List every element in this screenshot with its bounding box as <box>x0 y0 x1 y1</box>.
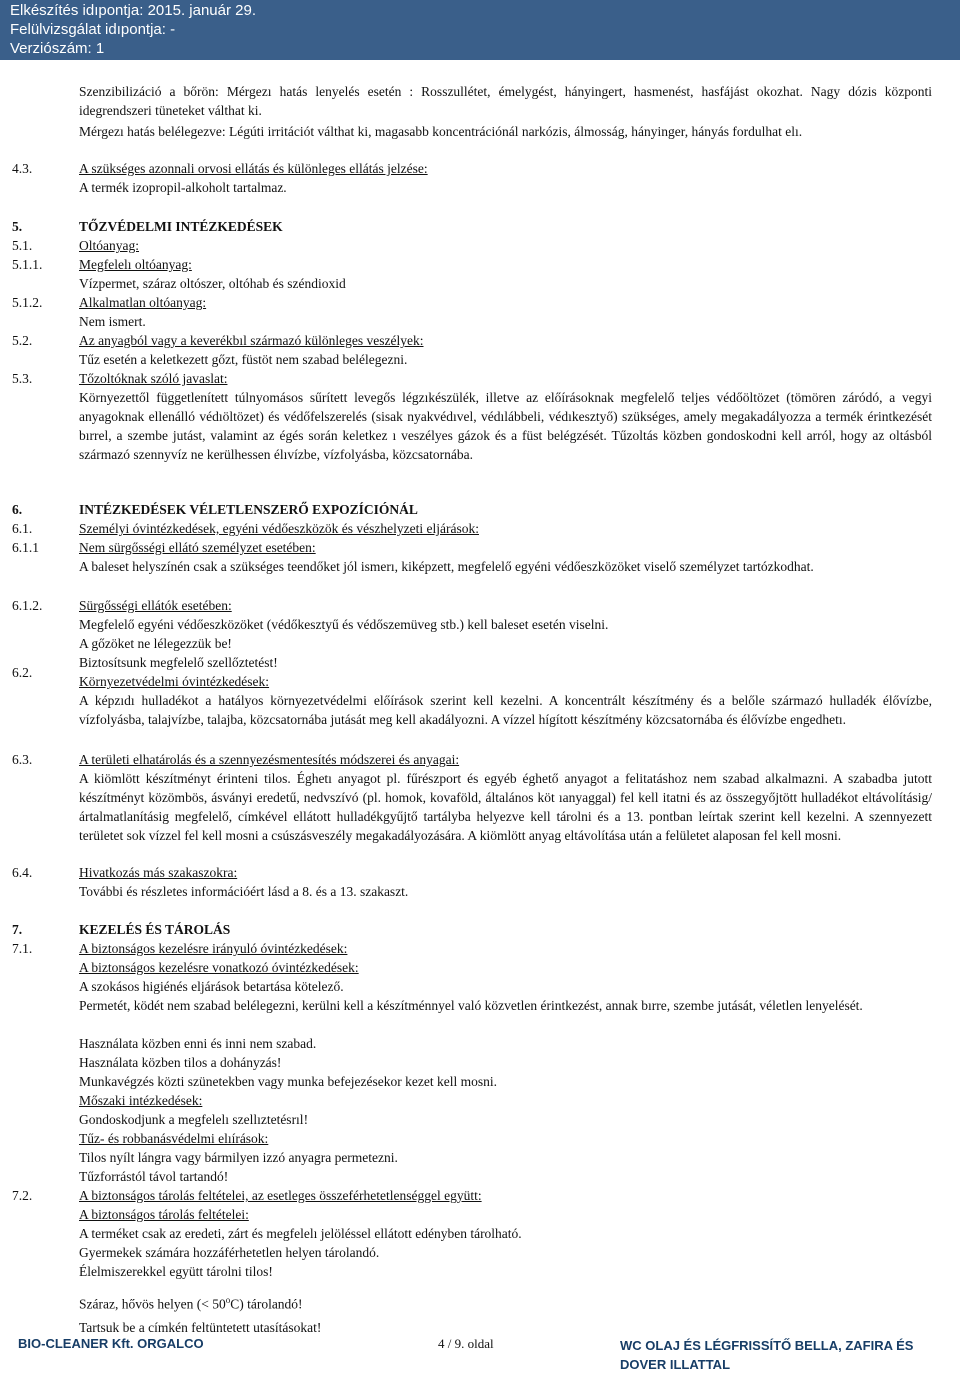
section-text: A baleset helyszínén csak a szükséges teendőket jól ismerı, kiképzett, megfelelő egyéni védőeszközöket viselő személyzet tartózkodhat. <box>79 559 814 574</box>
section-line: Tűzforrástól távol tartandó! <box>79 1169 229 1184</box>
storage-temperature-text: Száraz, hővös helyen (< 50 <box>79 1296 226 1312</box>
document-header <box>0 0 960 60</box>
section-title: Oltóanyag: <box>79 238 139 253</box>
section-text: Tűz esetén a keletkezett gőzt, füstöt nem szabad belélegezni. <box>79 352 408 367</box>
company-name: BIO-CLEANER Kft. ORGALCO <box>18 1336 204 1351</box>
section-number: 6.3. <box>12 752 33 767</box>
section-number: 6. <box>12 502 23 517</box>
inhalation-text: Mérgezı hatás belélegezve: Légúti irritációt válthat ki, magasabb koncentrációnál narkózis, álmosság, hányinger, hányás fordulhat elı. <box>79 124 803 139</box>
section-line: Munkavégzés közti szünetekben vagy munka befejezésekor kezet kell mosni. <box>79 1074 497 1089</box>
product-name: WC OLAJ ÉS LÉGFRISSÍTŐ BELLA, ZAFIRA ÉS DOVER ILLATTAL <box>620 1338 914 1372</box>
section-line: Biztosítsunk megfelelő szellőztetést! <box>79 655 278 670</box>
section-title: Hivatkozás más szakaszokra: <box>79 865 238 880</box>
section-line: Gyermekek számára hozzáférhetetlen helyen tárolandó. <box>79 1245 380 1260</box>
section-title: A szükséges azonnali orvosi ellátás és különleges ellátás jelzése: <box>79 161 428 176</box>
section-title: Személyi óvintézkedések, egyéni védőeszközök és vészhelyzeti eljárások: <box>79 521 479 536</box>
section-line: Megfelelő egyéni védőeszközöket (védőkesztyű és védőszemüveg stb.) kell baleset esetén viselni. <box>79 617 609 632</box>
section-text: Nem ismert. <box>79 314 146 329</box>
page-number: 4 / 9. oldal <box>438 1336 494 1351</box>
section-text: Vízpermet, száraz oltószer, oltóhab és széndioxid <box>79 276 346 291</box>
prepared-date: Elkészítés idıpontja: 2015. január 29. <box>10 2 256 19</box>
section-title: Tőzoltóknak szóló javaslat: <box>79 371 228 386</box>
section-text: A termék izopropil-alkoholt tartalmaz. <box>79 180 287 195</box>
section-title: Alkalmatlan oltóanyag: <box>79 295 207 310</box>
section-line: Gondoskodjunk a megfelelı szellıztetésrıl! <box>79 1112 309 1127</box>
section-number: 7. <box>12 922 23 937</box>
section-line: A szokásos higiénés eljárások betartása kötelező. <box>79 979 344 994</box>
section-number: 6.1.1 <box>12 540 39 555</box>
section-line: A biztonságos tárolás feltételei: <box>79 1207 249 1222</box>
section-title: A biztonságos kezelésre irányuló óvintézkedések: <box>79 941 348 956</box>
section-number: 6.4. <box>12 865 33 880</box>
document-footer <box>0 1334 960 1372</box>
section-line: Használata közben tilos a dohányzás! <box>79 1055 282 1070</box>
section-line: Tűz- és robbanásvédelmi elıírások: <box>79 1131 269 1146</box>
section-number: 5.2. <box>12 333 33 348</box>
section-number: 7.1. <box>12 941 33 956</box>
section-line: Élelmiszerekkel együtt tárolni tilos! <box>79 1264 273 1279</box>
section-number: 5.1.1. <box>12 257 43 272</box>
section-heading: KEZELÉS ÉS TÁROLÁS <box>79 922 231 937</box>
section-number: 4.3. <box>12 161 33 176</box>
section-heading: INTÉZKEDÉSEK VÉLETLENSZERŐ EXPOZÍCIÓNÁL <box>79 502 418 517</box>
section-title: Sürgősségi ellátók esetében: <box>79 598 232 613</box>
section-title: Környezetvédelmi óvintézkedések: <box>79 674 270 689</box>
section-number: 7.2. <box>12 1188 33 1203</box>
section-line: Tilos nyílt lángra vagy bármilyen izzó anyagra permetezni. <box>79 1150 398 1165</box>
section-heading: TŐZVÉDELMI INTÉZKEDÉSEK <box>79 219 283 234</box>
section-number: 5.1. <box>12 238 33 253</box>
section-text: Környezettől függetlenített túlnyomásos sűrített levegős légzıkészülék, illetve az előírásoknak megfelelő teljes védőöltözet (tömören záródó, a vegyi anyagoknak ellenálló védıöltözet) és védőfelszerelés (sisak nyakvédıvel, védılábbeli, védıkesztyő) szükséges, amely megakadályozza a termék érintkezését bırrel, a szembe jutást, valamint az égés során keletkez ı veszélyes gázok és a füst belégzését. Tűzoltás közben gondoskodni kell arról, hogy az oltásból származó szennyvíz ne kerülhessen élıvízbe, vízfolyásba, közcsatornába. <box>79 390 932 462</box>
section-text: A kiömlött készítményt érinteni tilos. Éghetı anyagot pl. fűrészport és egyéb éghető anyagot a felitatáshoz nem szabad alkalmazni. A szabadba jutott készítményt közömbös, ásványi eredetű, nedvszívó (pl. homok, kovaföld, általános köt ıanyaggal) fel kell itatni és az összegyőjtött hulladékot eltávolításig/ártalmatlanításig megfelelő, címkével ellátott hulladékgyűjtő tartályba helyezve kell tárolni és a 13. pontban leírtak szerint kell kezelni. A szennyezett területet sok vízzel fel kell mosni a csúszásveszély megakadályozására. A kiömlött anyag eltávolítása után a felületet alaposan fel kell mosni. <box>79 771 932 843</box>
section-title: A biztonságos tárolás feltételei, az esetleges összeférhetetlenséggel együtt: <box>79 1188 482 1203</box>
section-number: 6.1.2. <box>12 598 43 613</box>
section-line: Tartsuk be a címkén feltüntetett utasításokat! <box>79 1320 322 1335</box>
section-line: Permetét, ködét nem szabad belélegezni, kerülni kell a készítménnyel való közvetlen érintkezést, annak bırre, szembe jutását, véletlen lenyelését. <box>79 998 863 1013</box>
section-line: A gőzöket ne lélegezzük be! <box>79 636 232 651</box>
section-number: 6.2. <box>12 665 33 680</box>
storage-temperature-line <box>79 1291 932 1314</box>
section-title: Nem sürgősségi ellátó személyzet esetében: <box>79 540 316 555</box>
section-line: Mőszaki intézkedések: <box>79 1093 203 1108</box>
section-line: Használata közben enni és inni nem szabad. <box>79 1036 317 1051</box>
section-number: 5. <box>12 219 23 234</box>
storage-temperature-unit: C) tárolandó! <box>230 1296 303 1312</box>
section-title: Az anyagból vagy a keverékbıl származó különleges veszélyek: <box>79 333 424 348</box>
section-text: A képzıdı hulladékot a hatályos környezetvédelmi előírások szerint kell kezelni. A koncentrált készítmény és a belőle származó hulladék élővízbe, vízfolyásba, talajvízbe, talajba, közcsatornába jutását meg kell akadályozni. A vízzel hígított készítmény közcsatornába és élővízbe engedhetı. <box>79 693 932 727</box>
section-line: A terméket csak az eredeti, zárt és megfelelı jelöléssel ellátott edényben tárolható. <box>79 1226 522 1241</box>
degree-symbol: o <box>225 1295 231 1305</box>
section-text: További és részletes információért lásd a 8. és a 13. szakaszt. <box>79 884 409 899</box>
section-number: 6.1. <box>12 521 33 536</box>
sensitization-text: Szenzibilizáció a bőrön: Mérgezı hatás lenyelés esetén : Rosszullétet, émelygést, hányingert, hasmenést, hasfájást okozhat. Nagy dózis központi idegrendszeri tüneteket válthat ki. <box>79 84 932 118</box>
version-number: Verziószám: 1 <box>10 40 105 57</box>
section-line: A biztonságos kezelésre vonatkozó óvintézkedések: <box>79 960 359 975</box>
section-number: 5.1.2. <box>12 295 43 310</box>
section-number: 5.3. <box>12 371 33 386</box>
section-title: A területi elhatárolás és a szennyezésmentesítés módszerei és anyagai: <box>79 752 460 767</box>
section-title: Megfelelı oltóanyag: <box>79 257 192 272</box>
revision-date: Felülvizsgálat idıpontja: - <box>10 21 176 38</box>
